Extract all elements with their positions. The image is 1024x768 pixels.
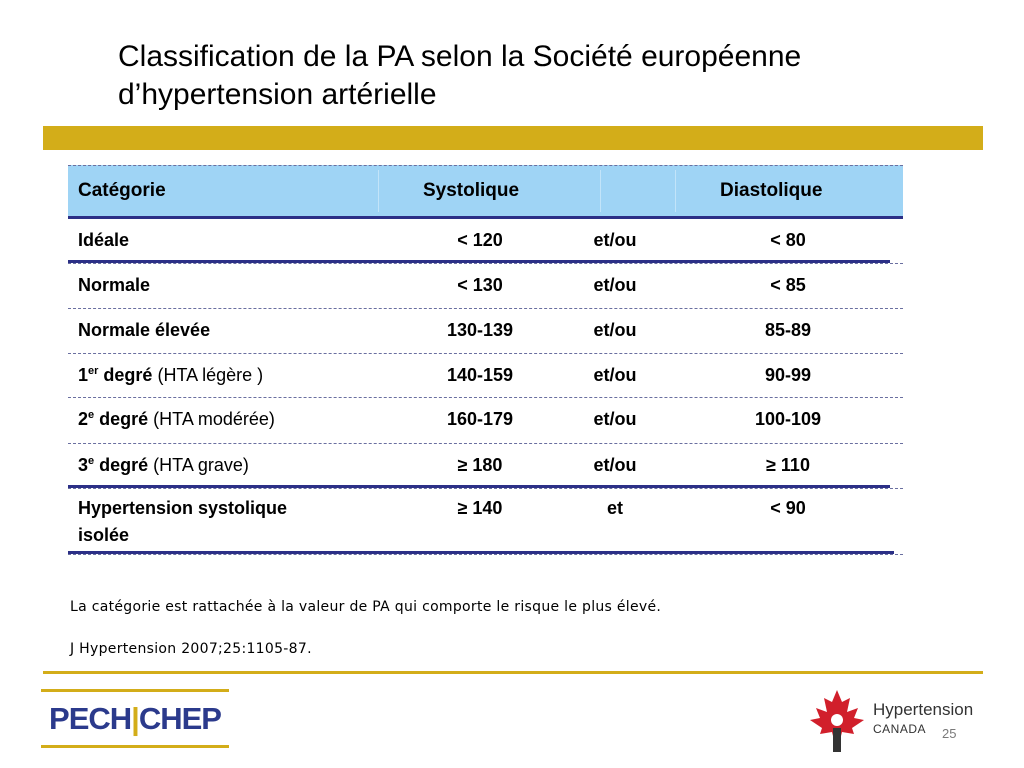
hypertension-wordmark: Hypertension [873,700,974,719]
header-systolic: Systolique [423,180,520,201]
table-row [68,264,903,309]
pech-chep-wordmark: PECH|CHEP [49,701,221,736]
category-ordinal-suffix: er [88,365,99,377]
table-row [68,444,903,489]
header-diastolic: Diastolique [720,180,823,201]
footer-divider [43,671,983,674]
canada-wordmark: CANADA [873,722,927,736]
category-bold: Hypertension systolique [78,498,288,518]
category-bold: Normale élevée [78,320,211,340]
row-systolic: 160-179 [446,409,514,429]
gold-banner [43,126,983,150]
row-connector: et/ou [593,409,637,429]
bp-classification-table [68,165,903,555]
row-systolic: 130-139 [446,320,514,340]
slide-title [118,38,978,114]
row-systolic: < 120 [457,230,503,250]
category-ordinal-suffix: e [88,455,95,467]
row-diastolic: < 85 [770,275,806,295]
row-category [78,275,378,296]
table-row [68,398,903,444]
category-note: (HTA modérée) [148,409,275,429]
table-row [68,354,903,398]
slide-title-line2: d’hypertension artérielle [118,78,437,111]
row-category [78,365,378,386]
row-connector: et/ou [593,275,637,295]
category-bold: Idéale [78,230,130,250]
row-systolic: ≥ 140 [457,498,503,518]
hypertension-canada-logo [806,688,986,754]
row-connector: et/ou [593,455,637,475]
row-connector: et/ou [593,320,637,340]
table-body [68,219,903,555]
header-separator [600,170,601,212]
table-row [68,489,903,555]
category-bold: 3 [78,455,89,475]
category-degree: degré [98,365,153,385]
table-header-row [68,165,903,219]
reference-citation: J Hypertension 2007;25:1105-87. [70,641,312,657]
page-number: 25 [942,726,957,741]
category-note: (HTA grave) [148,455,249,475]
row-category [78,409,378,430]
category-degree: degré [94,455,149,475]
category-note: (HTA légère ) [152,365,264,385]
row-divider-rule [68,485,890,488]
pech-chep-logo [41,689,229,749]
row-systolic: < 130 [457,275,503,295]
row-connector: et/ou [593,230,637,250]
maple-leaf-icon [806,688,868,754]
table-row [68,219,903,264]
row-diastolic: < 80 [770,230,806,250]
category-bold: 2 [78,409,89,429]
row-diastolic: ≥ 110 [766,455,810,475]
row-diastolic: 100-109 [754,409,822,429]
row-diastolic: < 90 [770,498,806,518]
row-connector: et/ou [593,365,637,385]
row-divider-rule [68,260,890,263]
row-systolic: 140-159 [446,365,514,385]
row-category [78,455,378,476]
row-systolic: ≥ 180 [457,455,503,475]
row-category [78,230,378,251]
row-divider-rule [68,551,894,554]
header-category: Catégorie [78,180,166,201]
row-diastolic: 85-89 [764,320,812,340]
slide-title-line1: Classification de la PA selon la Société européenne [118,40,802,73]
category-line2: isolée [78,525,130,545]
table-row [68,309,903,354]
classification-note: La catégorie est rattachée à la valeur de PA qui comporte le risque le plus élevé. [70,599,662,615]
row-category [78,320,378,341]
category-degree: degré [94,409,149,429]
row-category [78,498,378,546]
category-bold: Normale [78,275,151,295]
header-separator [675,170,676,212]
row-diastolic: 90-99 [764,365,812,385]
category-bold: 1 [78,365,89,385]
row-connector: et [606,498,623,518]
category-ordinal-suffix: e [88,409,95,421]
header-separator [378,170,379,212]
